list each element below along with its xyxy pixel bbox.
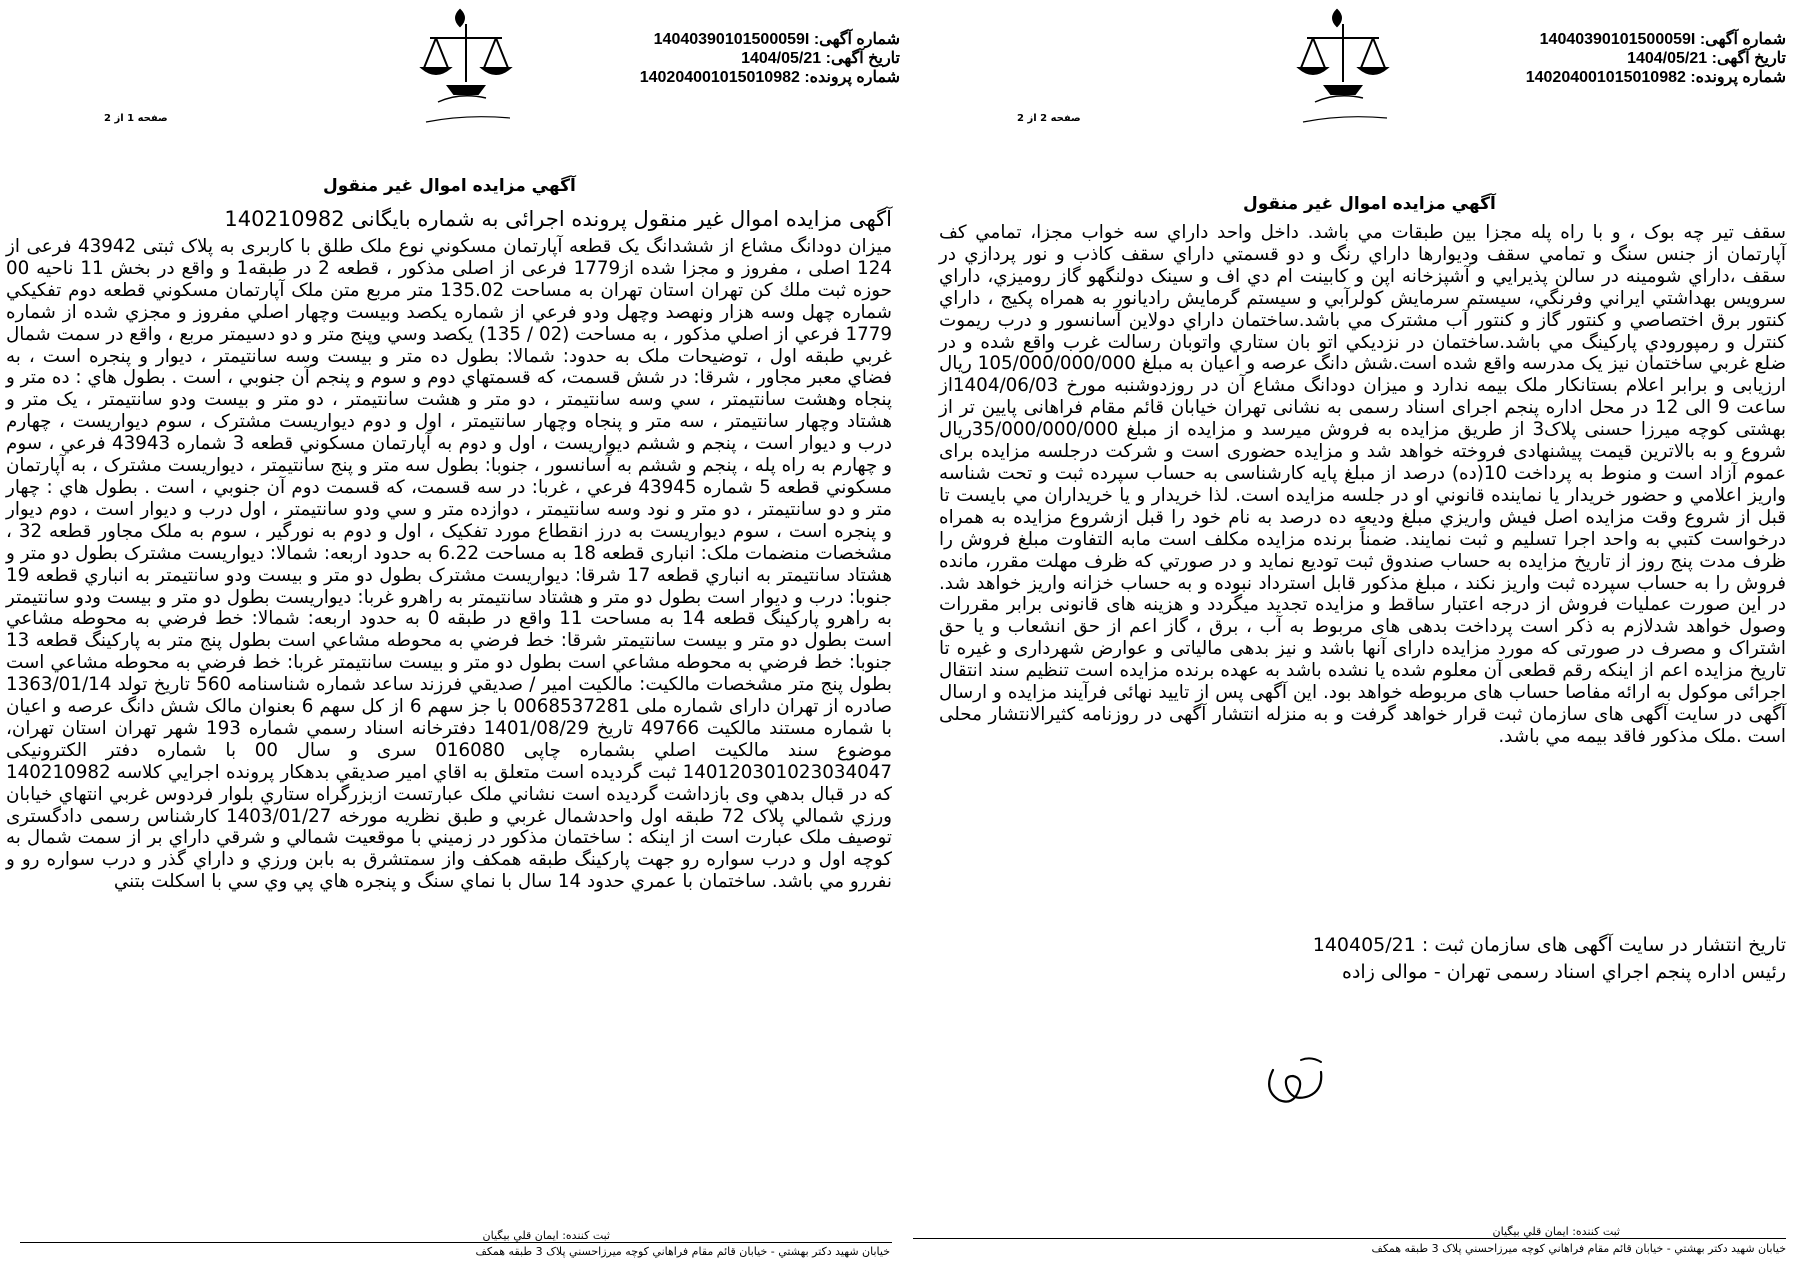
office-address: خيابان شهيد دکتر بهشتي - خيابان قائم مقام فراهاني کوچه ميرزاحسني پلاک 3 طبقه همکف bbox=[1371, 1242, 1786, 1255]
ad-date: 1404/05/21 bbox=[1627, 50, 1708, 67]
header-meta bbox=[1526, 30, 1786, 87]
publication-block bbox=[939, 932, 1786, 986]
document-title: آگهي مزايده اموال غير منقول bbox=[1243, 194, 1496, 214]
ad-number-label: شماره آگهی: bbox=[1699, 31, 1786, 48]
office-head-line: رئيس اداره پنجم اجراي اسناد رسمی تهران - موالی زاده bbox=[1342, 961, 1786, 983]
footer-divider bbox=[20, 1242, 892, 1243]
judiciary-emblem-icon bbox=[1285, 2, 1405, 132]
page-number: صفحه 2 از 2 bbox=[1017, 113, 1081, 124]
file-number: 140204001015010982 bbox=[1525, 69, 1686, 86]
registrar: ثبت کننده: ايمان قلي بيگيان bbox=[1492, 1225, 1620, 1238]
body-text: سقف تير چه بوک ، و با راه پله مجزا بين طبقات مي باشد. داخل واحد داراي سه خواب مجزا، تمامي کف آپارتمان از جنس سنگ و تمامي سقف وديوارها داراي رنگ و دو قسمتي داراي سقف کاذب و نور پردازي در سقف ،داراي شومينه در سالن پذيرايي و آشپزخانه اپن و کابينت ام دي اف و سينک دولنگهو گاز روميزي، داراي سرويس بهداشتي ايراني وفرنگي، سيستم سرمايش کولرآبي و سيستم گرمايش راديانور به همراه پکيج ، داراي کنتور برق اختصاصي و کنتور گاز و کنتور آب مشترک مي باشد.ساختمان داراي دولاين آسانسور و درب ريموت کنترل و رمپورودي پارکينگ مي باشد.ساختمان در نزديکي اتو بان ستاري واتوبان رسالت غرب واقع شده و در ضلع غربي ساختمان نيز يک مدرسه واقع شده است.شش دانگ عرصه و اعيان به مبلغ 105/000/000/000 ريال ارزيابی و برابر اعلام بستانکار ملک بيمه ندارد و ميزان دودانگ مشاع آن در روزدوشنبه مورخ 1404/06/03از ساعت 9 الی 12 در محل اداره پنجم اجرای اسناد رسمی به نشانی تهران خيابان قائم مقام فراهانی پایین تر از بهشتی کوچه میرزا حسنی پلاک3 از طريق مزايده به فروش ميرسد و مزايده از مبلغ 35/000/000/000ريال شروع و به بالاترين قيمت پيشنهادی فروخته خواهد شد و مزايده حضوری است و شرکت درجلسه مزايده برای عموم آزاد است و منوط به پرداخت 10(ده) درصد از مبلغ پايه کارشناسی به حساب سپرده ثبت و تحت شناسه واريز اعلامي و حضور خريدار يا نماينده قانوني او در جلسه مزايده است. لذا خريدار و يا خريداران مي بايست تا قبل از شروع وقت مزايده اصل فيش واريزي مبلغ وديعه ده درصد به نام خود را قبل ازشروع مزايده به همراه درخواست کتبي به واحد اجرا تسليم و ثبت نمايند. ضمناً برنده مزايده مکلف است مابه التفاوت مبلغ فروش را ظرف مدت پنج روز از تاريخ مزايده به حساب صندوق ثبت توديع نمايد و در صورتي که ظرف مهلت مقرر، مانده فروش را به حساب سپرده ثبت واريز نکند ، مبلغ مذکور قابل استرداد نبوده و به حساب خزانه واريز خواهد شد. در اين صورت عمليات فروش از درجه اعتبار ساقط و مزايده تجديد ميگردد و هزينه های قانونی برابر مقررات وصول خواهد شدلازم به ذکر است پرداخت بدهی های مربوط به آب ، برق ، گاز اعم از حق انشعاب و يا حق اشتراک و مصرف در صورتی که مورد مزايده دارای آنها باشد و نيز بدهی مالياتی و عوارض شهرداری و غيره تا تاريخ مزايده اعم از اينکه رقم قطعی آن معلوم شده يا نشده باشد به عهده برنده مزايده است تنظيم سند انتقال اجرائی موکول به ارائه مفاصا حساب های مربوطه خواهد بود. اين آگهی پس از تاييد نهائی فرآيند مزايده و ارسال آگهی در سايت آگهی های سازمان ثبت قرار خواهد گرفت و به منزله انتشار آگهی در روزنامه کثيرالانتشار محلی است .ملک مذکور فاقد بيمه مي باشد. bbox=[939, 222, 1787, 747]
registrar: ثبت کننده: ايمان قلي بيگيان bbox=[482, 1229, 610, 1242]
judiciary-emblem-icon bbox=[408, 2, 528, 132]
footer-divider bbox=[913, 1238, 1786, 1239]
body-text: ميزان دودانگ مشاع از ششدانگ يک قطعه آپارتمان مسکوني نوع ملک طلق با کاربری به پلاک ثبتی 43942 فرعی از 124 اصلی ، مفروز و مجزا شده از1779 فرعی از اصلی مذکور ، قطعه 2 در طبقه1 و واقع در بخش 11 ناحيه 00 حوزه ثبت ملك کن تهران استان تهران به مساحت 135.02 متر مربع متن ملک آپارتمان مسکوني قطعه دوم تفکيکي شماره چهل وسه هزار ونهصد وچهل ودو فرعي از شماره يکصد وبيست وچهار اصلي مفروز و مجزي شده از شماره 1779 فرعي از اصلي مذکور ، به مساحت (02 / 135) يکصد وسي وپنج متر و دو دسيمتر مربع ، واقع در سمت شمال غربي طبقه اول ، توضيحات ملک به حدود: شمالا: بطول ده متر و بيست وسه سانتيمتر ، ديوار و پنجره است ، به فضاي معبر مجاور ، شرقا: در شش قسمت، که قسمتهاي دوم و سوم و پنجم آن جنوبي ، است . بطول هاي : ده متر و پنجاه وهشت سانتيمتر ، سي وسه سانتيمتر ، دو متر و هشت سانتيمتر ، دو متر و بيست ودو سانتيمتر ، يک متر و هشتاد وچهار سانتيمتر ، سه متر و پنجاه وچهار سانتيمتر ، اول و دوم ديواريست مشترک ، سوم ديواريست ، چهارم درب و ديوار است ، پنجم و ششم ديواريست ، اول و دوم به آپارتمان مسکوني قطعه 3 شماره 43943 فرعي ، سوم و چهارم به راه پله ، پنجم و ششم به آسانسور ، جنوبا: بطول سه متر و پنج سانتيمتر ، ديواريست مشترک ، به آپارتمان مسکوني قطعه 5 شماره 43945 فرعي ، غربا: در سه قسمت، که قسمت دوم آن جنوبي ، است . بطول هاي : چهار متر و دو سانتيمتر ، دو متر و نود وسه سانتيمتر ، دوازده متر و سي ودو سانتيمتر ، اول درب و ديوار است ، دوم ديوار و پنجره است ، سوم ديواريست به درز انقطاع مورد تفکيک ، اول و دوم به نورگير ، سوم به ملک مجاور قطعه 32 ، مشخصات منضمات ملک: انباری قطعه 18 به مساحت 6.22 به حدود اربعه: شمالا: ديواريست مشترک بطول دو متر و هشتاد سانتيمتر به انباري قطعه 17 شرقا: ديواريست مشترک بطول دو متر و بيست ودو سانتيمتر به انباري قطعه 19 جنوبا: درب و ديوار است بطول دو متر و هشتاد سانتيمتر به راهرو غربا: ديواريست بطول دو متر و بيست ودو سانتيمتر به راهرو پارکينگ قطعه 14 به مساحت 11 واقع در طبقه 0 به حدود اربعه: شمالا: خط فرضي به محوطه مشاعي است بطول دو متر و بيست سانتيمتر شرقا: خط فرضي به محوطه مشاعي است بطول پنج متر به پارکينگ قطعه 13 جنوبا: خط فرضي به محوطه مشاعي است بطول دو متر و بيست سانتيمتر غربا: خط فرضي به محوطه مشاعي است بطول پنج متر مشخصات مالکيت: مالکيت امير / صديقي فرزند ساعد شماره شناسنامه 560 تاريخ تولد 1363/01/14 صادره از تهران دارای شماره ملی 0068537281 با جز سهم 6 از کل سهم 6 بعنوان مالک شش دانگ عرصه و اعيان با شماره مستند مالکيت 49766 تاريخ 1401/08/29 دفترخانه اسناد رسمي شماره 193 شهر تهران استان تهران، موضوع سند مالکيت اصلي بشماره چاپی 016080 سری و سال 00 با شماره دفتر الکترونيکی 140120301023034047 ثبت گرديده است متعلق به اقاي امير صديقي بدهکار پرونده اجرايي کلاسه 140210982 که در قبال بدهي وی بازداشت گرديده است نشاني ملک عبارتست ازبزرگراه ستاري بلوار فردوس غربي انتهاي خيابان ورزي شمالي پلاک 72 طبقه اول واحدشمال غربي و طبق نظريه مورخه 1403/01/27 کارشناس رسمی دادگستری توصيف ملک عبارت است از اينکه : ساختمان مذکور در زميني با موقعيت شمالي و شرقي داراي بر از سمت شمال به کوچه اول و درب سواره رو جهت پارکينگ طبقه همکف واز سمتشرق به بابن ورزي و داراي گذر و درب سواره رو و نفررو مي باشد. ساختمان با عمري حدود 14 سال با نماي سنگ و پنجره هاي پي وي سي با اسکلت بتني bbox=[6, 236, 893, 893]
document-subtitle: آگهی مزایده اموال غیر منقول پرونده اجرائی به شماره بایگانی 140210982 bbox=[224, 207, 892, 231]
page-number: صفحه 1 از 2 bbox=[104, 113, 168, 124]
signature bbox=[1243, 1020, 1353, 1120]
file-number-label: شماره پرونده: bbox=[804, 69, 900, 86]
ad-date-label: تاریخ آگهی: bbox=[1711, 50, 1786, 67]
document-title: آگهي مزايده اموال غير منقول bbox=[323, 176, 576, 196]
page-right bbox=[905, 0, 1798, 1269]
ad-date: 1404/05/21 bbox=[741, 50, 822, 67]
header-meta bbox=[640, 30, 900, 87]
ad-date-label: تاریخ آگهی: bbox=[825, 50, 900, 67]
file-number-label: شماره پرونده: bbox=[1690, 69, 1786, 86]
ad-number: 14040390101500059I bbox=[653, 31, 810, 48]
file-number: 140204001015010982 bbox=[639, 69, 800, 86]
office-address: خيابان شهيد دکتر بهشتي - خيابان قائم مقام فراهاني کوچه ميرزاحسني پلاک 3 طبقه همکف bbox=[475, 1245, 890, 1258]
ad-number: 14040390101500059I bbox=[1539, 31, 1696, 48]
publication-date-line: تاريخ انتشار در سايت آگهی های سازمان ثبت : 140405/21 bbox=[1312, 934, 1786, 956]
ad-number-label: شماره آگهی: bbox=[813, 31, 900, 48]
